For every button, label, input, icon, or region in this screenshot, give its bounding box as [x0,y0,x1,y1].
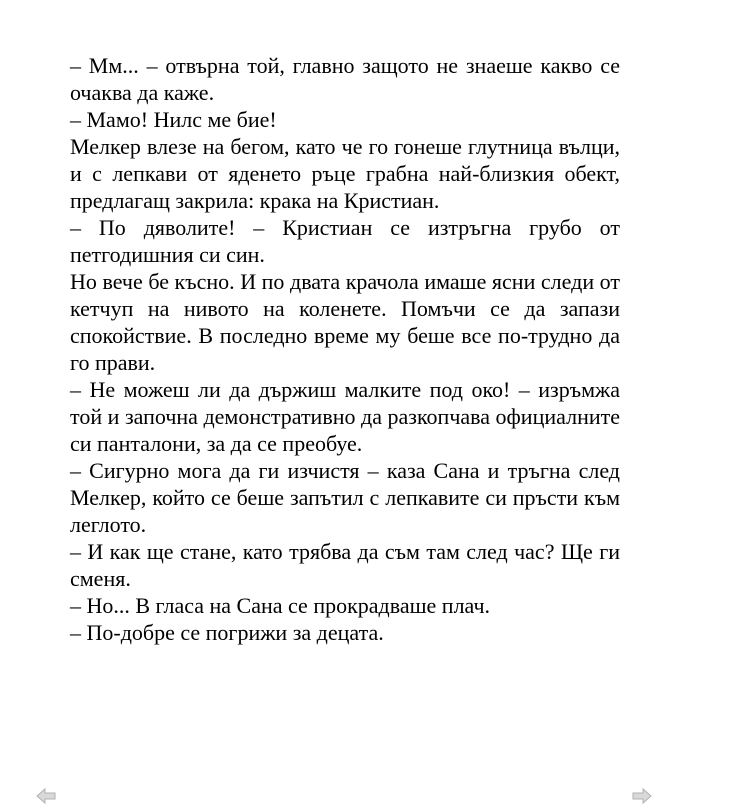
text-body [70,52,620,646]
paragraph: – Сигурно мога да ги изчистя – каза Сана и тръгна след Мелкер, който се беше запътил с лепкавите си пръсти към леглото. [70,458,620,537]
paragraph: – Не можеш ли да държиш малките под око! – изръмжа той и започна демонстративно да разкопчава официалните си панталони, за да се преобуе. [70,377,620,456]
paragraph: – И как ще стане, като трябва да съм там след час? Ще ги сменя. [70,539,620,591]
arrow-right-icon [632,788,652,804]
paragraph: Мелкер влезе на бегом, като че го гонеше глутница вълци, и с лепкави от яденето ръце грабна най-близкия обект, предлагащ закрила: крака на Кристиан. [70,134,620,213]
arrow-left-icon [36,788,56,804]
paragraph: – Но... В гласа на Сана се прокрадваше плач. [70,593,491,618]
paragraph: Но вече бе късно. И по двата крачола имаше ясни следи от кетчуп на нивото на коленете. Помъчи се да запази спокойствие. В последно време му беше все по-трудно да го прави. [70,269,620,375]
paragraph: – Мм... – отвърна той, главно защото не знаеше какво се очаква да каже. [70,53,620,105]
previous-page-button[interactable] [36,788,56,804]
paragraph: – Мамо! Нилс ме бие! [70,107,277,132]
paragraph: – По-добре се погрижи за децата. [70,620,384,645]
paragraph: – По дяволите! – Кристиан се изтръгна грубо от петгодишния си син. [70,215,620,267]
next-page-button[interactable] [632,788,652,804]
